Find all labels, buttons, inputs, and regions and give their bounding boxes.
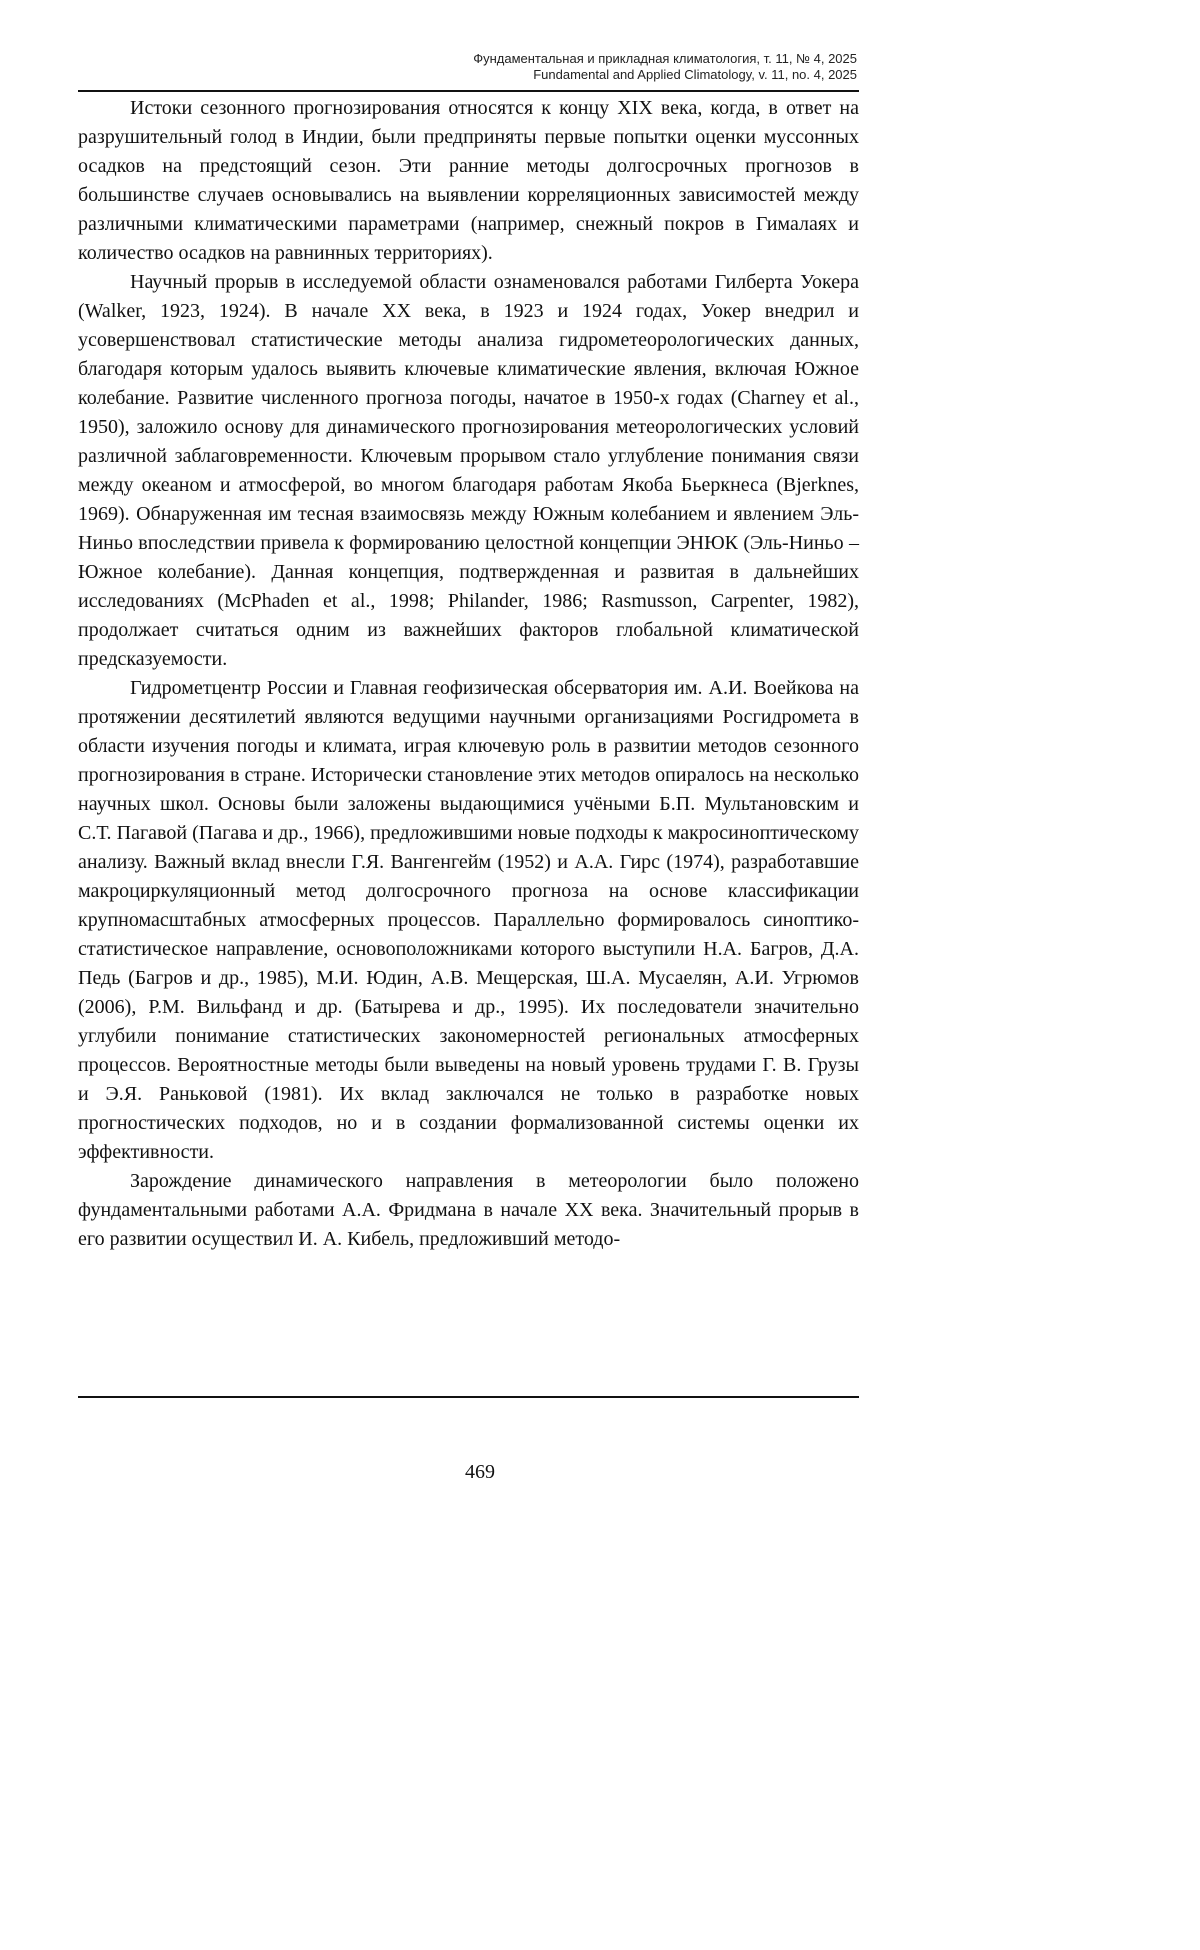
journal-title-en: Fundamental and Applied Climatology, v. 11, no. 4, 2025 [533,67,857,82]
paragraph: Истоки сезонного прогнозирования относятся к концу XIX века, когда, в ответ на разрушительный голод в Индии, были предприняты первые попытки оценки муссонных осадков на предстоящий сезон. Эти ранние методы долгосрочных прогнозов в большинстве случаев основывались на выявлении корреляционных зависимостей между различными климатическими параметрами (например, снежный покров в Гималаях и количество осадков на равнинных территориях). [78,97,859,264]
article-body [78,94,859,1254]
paragraph: Научный прорыв в исследуемой области ознаменовался работами Гилберта Уокера (Walker, 1923, 1924). В начале XX века, в 1923 и 1924 годах, Уокер внедрил и усовершенствовал статистические методы анализа гидрометеорологических данных, благодаря которым удалось выявить ключевые климатические явления, включая Южное колебание. Развитие численного прогноза погоды, начатое в 1950-х годах (Charney et al., 1950), заложило основу для динамического прогнозирования метеорологических условий различной заблаговременности. Ключевым прорывом стало углубление понимания связи между океаном и атмосферой, во многом благодаря работам Якоба Бьеркнеса (Bjerknes, 1969). Обнаруженная им тесная взаимосвязь между Южным колебанием и явлением Эль-Ниньо впоследствии привела к формированию целостной концепции ЭНЮК (Эль-Ниньо – Южное колебание). Данная концепция, подтвержденная и развитая в дальнейших исследованиях (McPhaden et al., 1998; Philander, 1986; Rasmusson, Carpenter, 1982), продолжает считаться одним из важнейших факторов глобальной климатической предсказуемости. [78,271,859,670]
header-rule [78,90,859,92]
paragraph: Зарождение динамического направления в метеорологии было положено фундаментальными работами А.А. Фридмана в начале XX века. Значительный прорыв в его развитии осуществил И. А. Кибель, предложивший методо- [78,1170,859,1250]
paragraph: Гидрометцентр России и Главная геофизическая обсерватория им. А.И. Воейкова на протяжении десятилетий являются ведущими научными организациями Росгидромета в области изучения погоды и климата, играя ключевую роль в развитии методов сезонного прогнозирования в стране. Исторически становление этих методов опиралось на несколько научных школ. Основы были заложены выдающимися учёными Б.П. Мультановским и С.Т. Пагавой (Пагава и др., 1966), предложившими новые подходы к макросиноптическому анализу. Важный вклад внесли Г.Я. Вангенгейм (1952) и А.А. Гирс (1974), разработавшие макроциркуляционный метод долгосрочного прогноза на основе классификации крупномасштабных атмосферных процессов. Параллельно формировалось синоптико-статистическое направление, основоположниками которого выступили Н.А. Багров, Д.А. Педь (Багров и др., 1985), М.И. Юдин, А.В. Мещерская, Ш.А. Мусаелян, А.И. Угрюмов (2006), Р.М. Вильфанд и др. (Батырева и др., 1995). Их последователи значительно углубили понимание статистических закономерностей региональных атмосферных процессов. Вероятностные методы были выведены на новый уровень трудами Г. В. Грузы и Э.Я. Раньковой (1981). Их вклад заключался не только в разработке новых прогностических подходов, но и в создании формализованной системы оценки их эффективности. [78,677,859,1163]
footer-rule [78,1396,859,1398]
running-head [473,51,857,83]
journal-title-ru: Фундаментальная и прикладная климатология, т. 11, № 4, 2025 [473,51,857,66]
page-number: 469 [465,1461,495,1483]
